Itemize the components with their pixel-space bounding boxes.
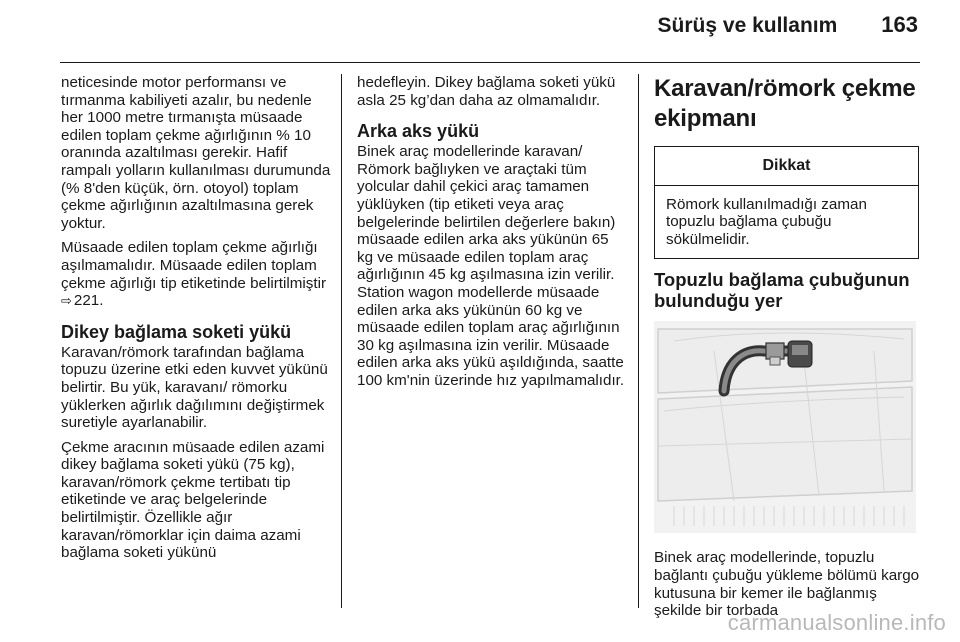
arrow-right-icon[interactable]: ⇨ (61, 293, 72, 309)
page-header (658, 12, 918, 38)
max-weight-text: Müsaade edilen toplam çekme ağırlığı aşılmamalıdır. Müsaade edilen toplam çekme ağırlığı tip etiketinde belirtilmiştir (61, 239, 327, 292)
heading-vertical-load: Dikey bağlama soketi yükü (61, 321, 292, 342)
notice-heading: Dikkat (655, 147, 918, 186)
paragraph-vertical-load: Karavan/römork tarafından bağlama topuzu üzerine etki eden kuvvet yükünü belirtir. Bu yük, karavanı/ römorku yüklerken ağırlık dağılımını değiştirmek suretiyle ayarlanabilir. (61, 343, 328, 432)
paragraph-min-load: hedefleyin. Dikey bağlama soketi yükü asla 25 kg’dan daha az olmamalıdır. (357, 74, 616, 109)
paragraph-max-vertical-load: Çekme aracının müsaade edilen azami dikey bağlama soketi yükü (75 kg), karavan/römork çekme tertibatı tip etiketinde ve araç belgelerinde belirtilmiştir. Özellikle ağır karavan/römorklar için daima azami bağlama soketi yükünü (61, 438, 325, 562)
watermark: carmanualsonline.info (727, 610, 946, 635)
header-rule (60, 62, 920, 63)
column-2 (357, 74, 627, 397)
section-heading-towing: Karavan/römork çekme ekipmanı (654, 75, 916, 132)
paragraph-tow-bar-bag: Binek araç modellerinde, topuzlu bağlantı çubuğu yükleme bölümü kargo kutusuna bir kemer ile bağlanmış şekilde bir torbada (654, 549, 920, 620)
column-3 (654, 74, 924, 627)
section-title: Sürüş ve kullanım (657, 14, 838, 37)
paragraph-altitude: neticesinde motor performansı ve tırmanma kabiliyeti azalır, bu nedenle her 1000 metre tırmanışta müsaade edilen toplam çekme ağırlığının % 10 oranında azaltılması gerekir. Hafif rampalı yolların kullanılması durumunda (% 8'den küçük, örn. otoyol) toplam çekme ağırlığının azaltılmasına gerek yoktur. (61, 74, 331, 232)
column-divider-1 (341, 74, 342, 608)
column-1 (61, 74, 331, 569)
tow-bar-in-cargo-box-illustration (654, 321, 916, 533)
heading-tow-bar-location: Topuzlu bağlama çubuğunun bulunduğu yer (654, 269, 910, 312)
page-number: 163 (881, 12, 918, 37)
notice-box (654, 146, 919, 259)
paragraph-rear-axle: Binek araç modellerinde karavan/ Römork bağlıyken ve araçtaki tüm yolcular dahil çekici araç tamamen yüklüyken (tip etiketi veya araç belgelerinde belirtilen değerlere bakın) müsaade edilen arka aks yükünün 65 kg ve müsaade edilen toplam araç ağırlığının 45 kg aşılmasına izin verilir. Station wagon modellerde müsaade edilen arka aks yükünün 60 kg ve müsaade edilen toplam araç ağırlığının 30 kg aşılmasına izin verilir. Müsaade edilen arka aks yükü aşıldığında, saatte 100 km'nin üzerinde hız yapılmamalıdır. (357, 143, 625, 389)
page-reference-link[interactable]: 221. (73, 292, 104, 310)
paragraph-max-weight (61, 239, 331, 309)
heading-rear-axle: Arka aks yükü (357, 121, 480, 142)
notice-body: Römork kullanılmadığı zaman topuzlu bağlama çubuğu sökülmelidir. (666, 195, 867, 248)
column-divider-2 (638, 74, 639, 608)
